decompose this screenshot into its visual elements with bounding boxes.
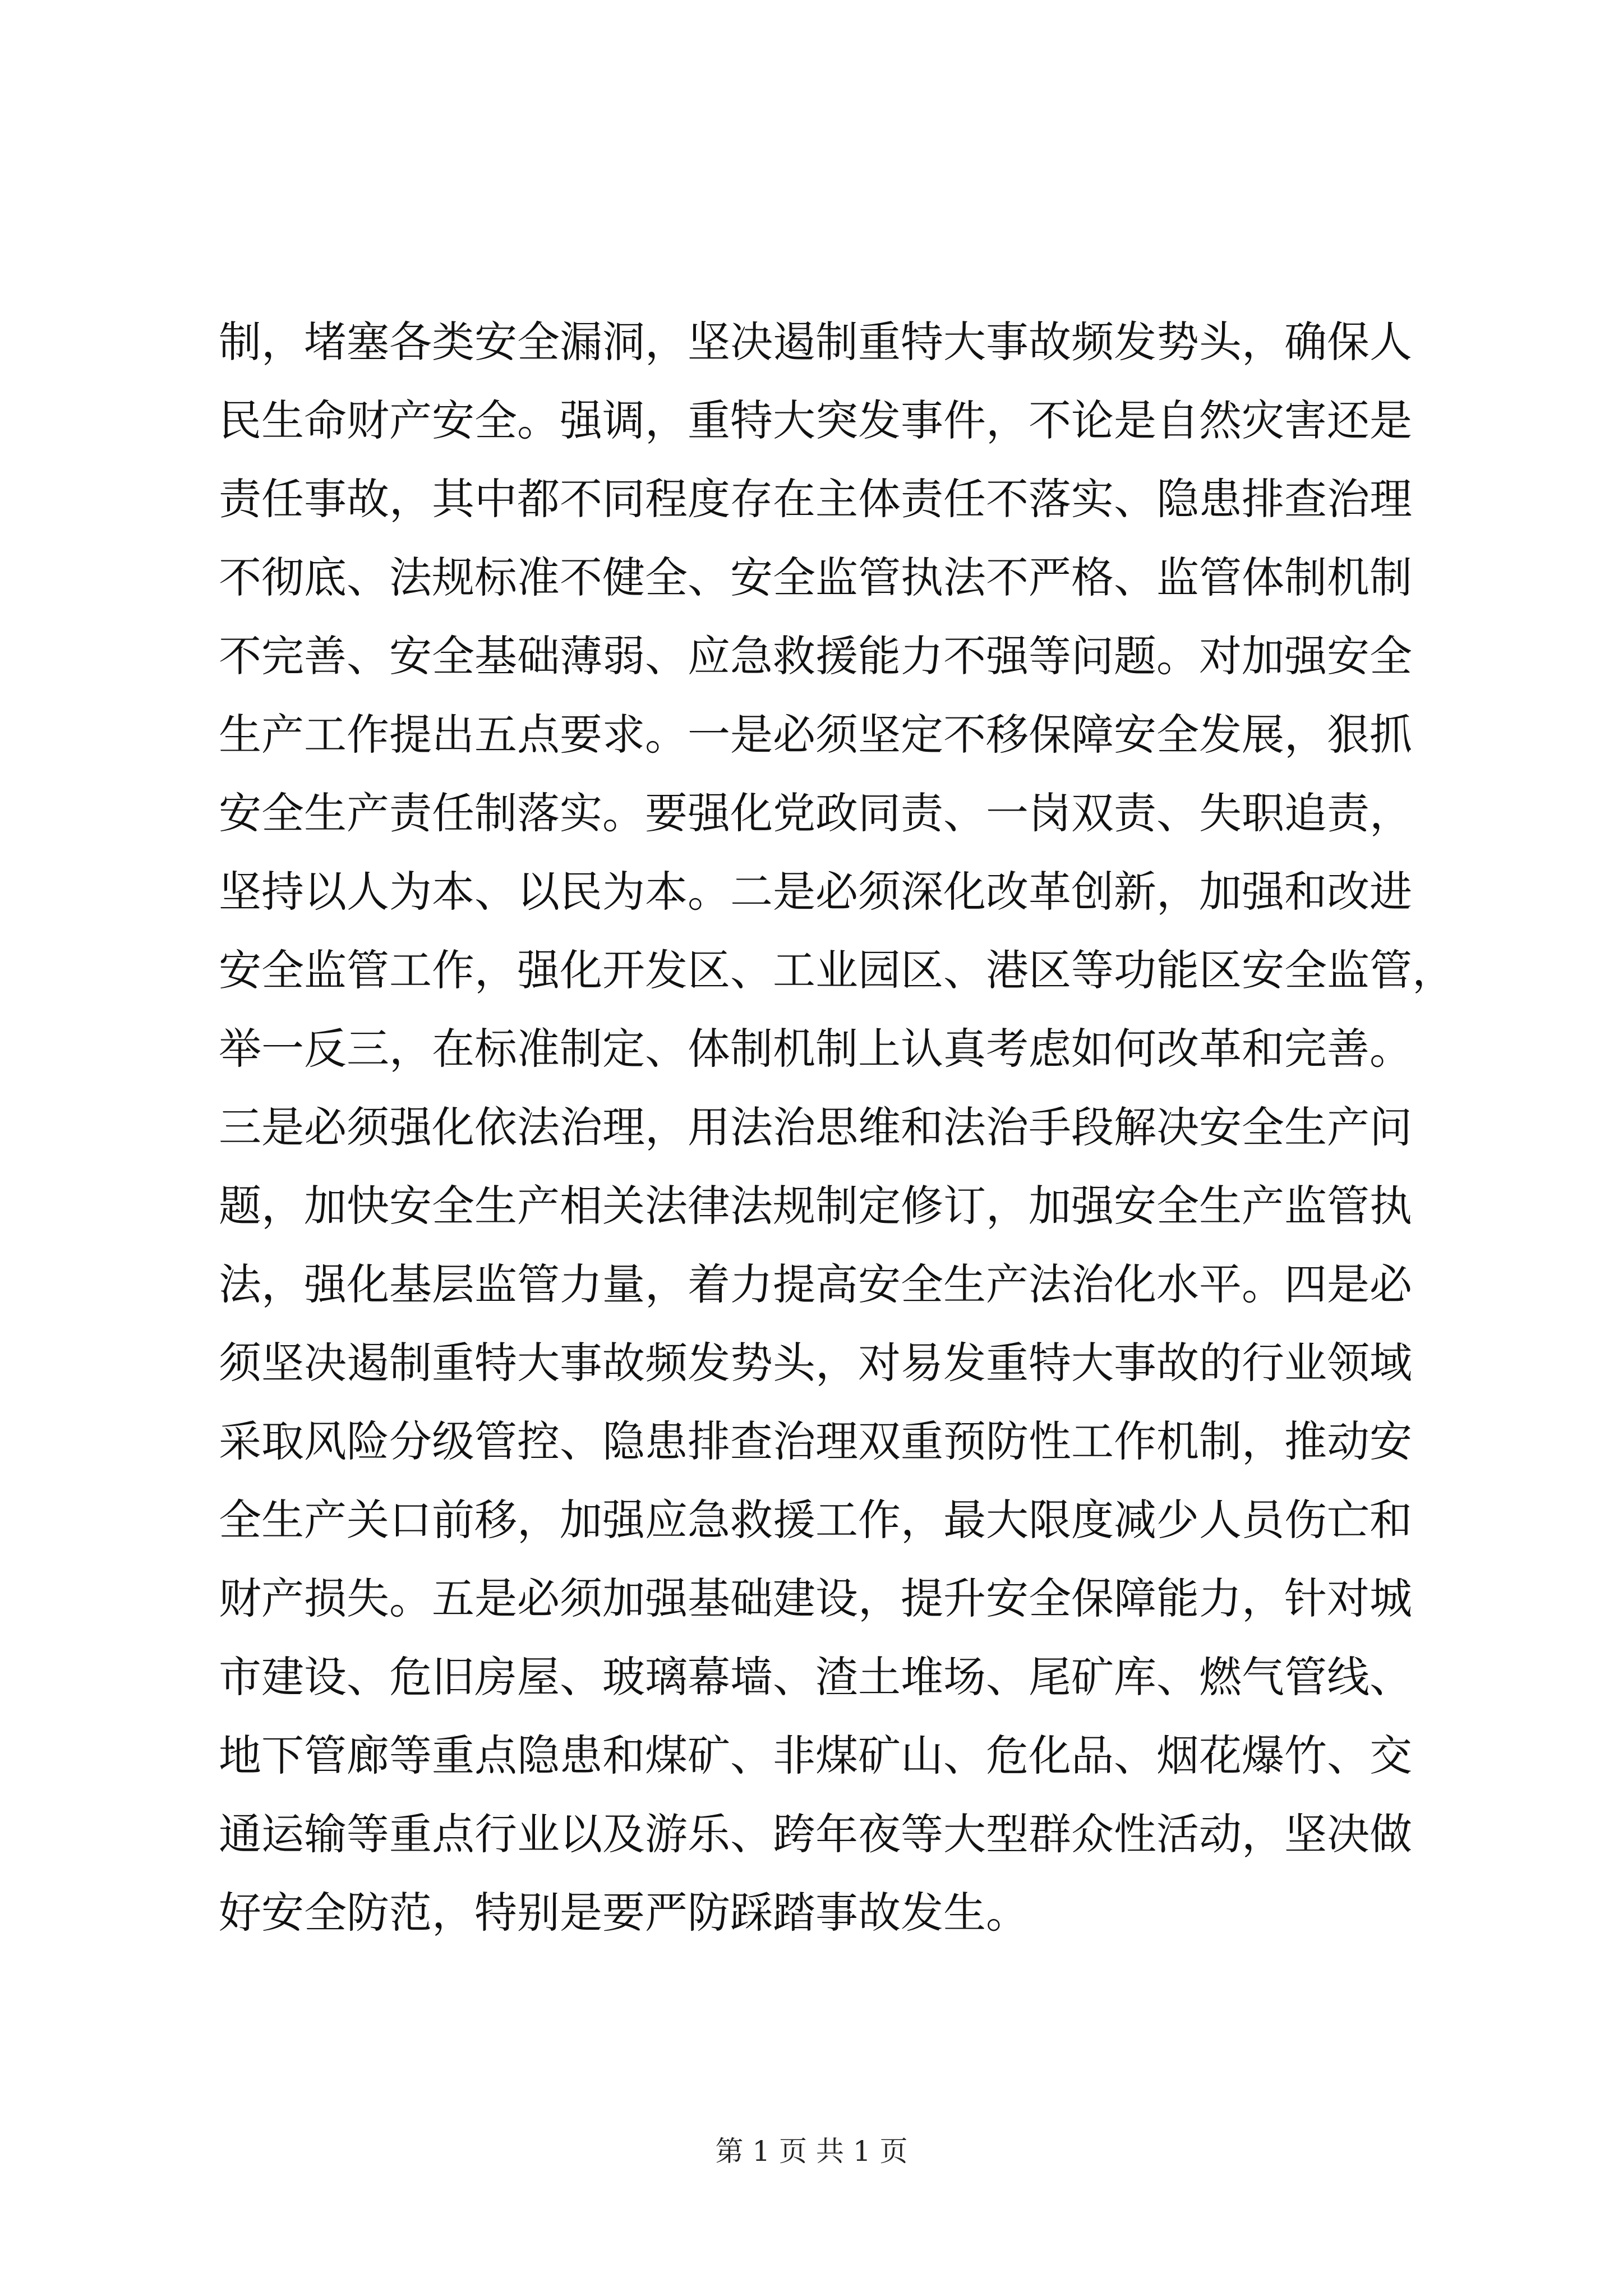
- text-line: 采取风险分级管控、隐患排查治理双重预防性工作机制，推动安: [219, 1416, 1412, 1466]
- text-line: 须坚决遏制重特大事故频发势头，对易发重特大事故的行业领域: [219, 1338, 1412, 1388]
- text-line: 全生产关口前移，加强应急救援工作，最大限度减少人员伤亡和: [219, 1495, 1412, 1545]
- text-line: 财产损失。五是必须加强基础建设，提升安全保障能力，针对城: [219, 1573, 1412, 1623]
- text-line: 三是必须强化依法治理，用法治思维和法治手段解决安全生产问: [219, 1102, 1412, 1152]
- text-line: 生产工作提出五点要求。一是必须坚定不移保障安全发展，狠抓: [219, 710, 1412, 760]
- text-line: 责任事故，其中都不同程度存在主体责任不落实、隐患排查治理: [219, 474, 1412, 524]
- text-line: 制，堵塞各类安全漏洞，坚决遏制重特大事故频发势头，确保人: [219, 317, 1412, 367]
- text-line: 坚持以人为本、以民为本。二是必须深化改革创新，加强和改进: [219, 867, 1412, 917]
- text-line: 不彻底、法规标准不健全、安全监管执法不严格、监管体制机制: [219, 553, 1412, 602]
- text-line: 举一反三，在标准制定、体制机制上认真考虑如何改革和完善。: [219, 1024, 1412, 1074]
- text-line: 法，强化基层监管力量，着力提高安全生产法治化水平。四是必: [219, 1259, 1412, 1309]
- text-line: 市建设、危旧房屋、玻璃幕墙、渣土堆场、尾矿库、燃气管线、: [219, 1652, 1412, 1702]
- page-number-label: 第 1 页 共 1 页: [715, 2135, 908, 2168]
- text-line: 题，加快安全生产相关法律法规制定修订，加强安全生产监管执: [219, 1181, 1412, 1231]
- text-line: 好安全防范，特别是要严防踩踏事故发生。: [219, 1888, 1029, 1938]
- text-line: 通运输等重点行业以及游乐、跨年夜等大型群众性活动，坚决做: [219, 1809, 1412, 1859]
- text-line: 安全生产责任制落实。要强化党政同责、一岗双责、失职追责，: [219, 788, 1412, 838]
- text-line: 民生命财产安全。强调，重特大突发事件，不论是自然灾害还是: [219, 395, 1412, 445]
- body-text: [219, 303, 1475, 1952]
- text-line: 不完善、安全基础薄弱、应急救援能力不强等问题。对加强安全: [219, 631, 1412, 681]
- text-line: 安全监管工作，强化开发区、工业园区、港区等功能区安全监管，: [219, 945, 1455, 995]
- page-footer: [0, 2134, 1623, 2168]
- text-line: 地下管廊等重点隐患和煤矿、非煤矿山、危化品、烟花爆竹、交: [219, 1731, 1412, 1780]
